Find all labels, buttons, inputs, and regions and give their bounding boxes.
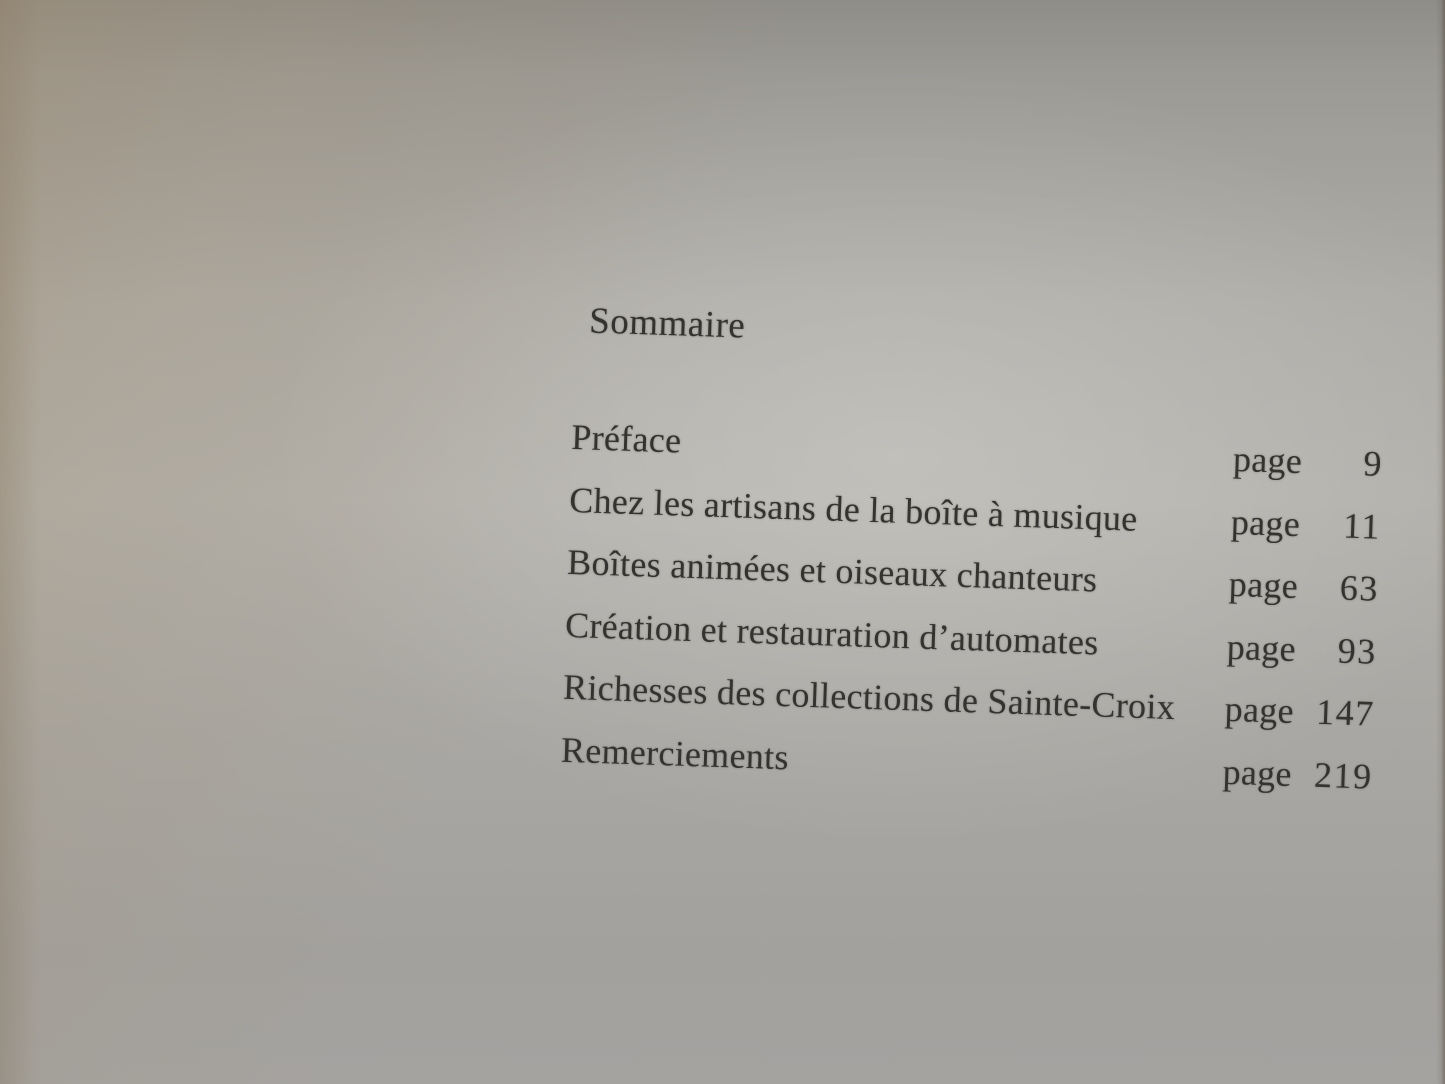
toc-entry-page (1232, 438, 1383, 485)
page-title: Sommaire (588, 300, 747, 347)
page-number: 147 (1315, 691, 1376, 734)
page-word: page (1232, 438, 1303, 482)
toc-entry-title: Création et restauration d’automates (564, 604, 1100, 663)
toc-entry-title: Chez les artisans de la boîte à musique (568, 479, 1139, 539)
toc-entry-page (1226, 625, 1377, 672)
page-word: page (1230, 501, 1301, 544)
toc-entry-title: Remerciements (560, 729, 790, 777)
table-of-contents (560, 300, 1388, 818)
toc-entry-title: Richesses des collections de Sainte-Croix (562, 666, 1176, 728)
page-word: page (1228, 563, 1299, 607)
toc-entry-page (1228, 563, 1379, 610)
page-number: 219 (1313, 754, 1374, 797)
toc-entry-page (1224, 688, 1375, 735)
page-word: page (1226, 626, 1297, 669)
toc-entry-title: Boîtes animées et oiseaux chanteurs (566, 541, 1099, 600)
page-number: 63 (1339, 567, 1380, 609)
toc-entry-page (1222, 750, 1373, 797)
toc-entry-page (1230, 500, 1381, 547)
page-number: 11 (1342, 505, 1382, 547)
toc-rows (560, 416, 1384, 818)
page-word: page (1224, 688, 1295, 732)
toc-entry-title: Préface (570, 416, 683, 461)
page-word: page (1222, 751, 1293, 794)
page-number: 9 (1362, 443, 1384, 484)
page-number: 93 (1337, 629, 1378, 672)
